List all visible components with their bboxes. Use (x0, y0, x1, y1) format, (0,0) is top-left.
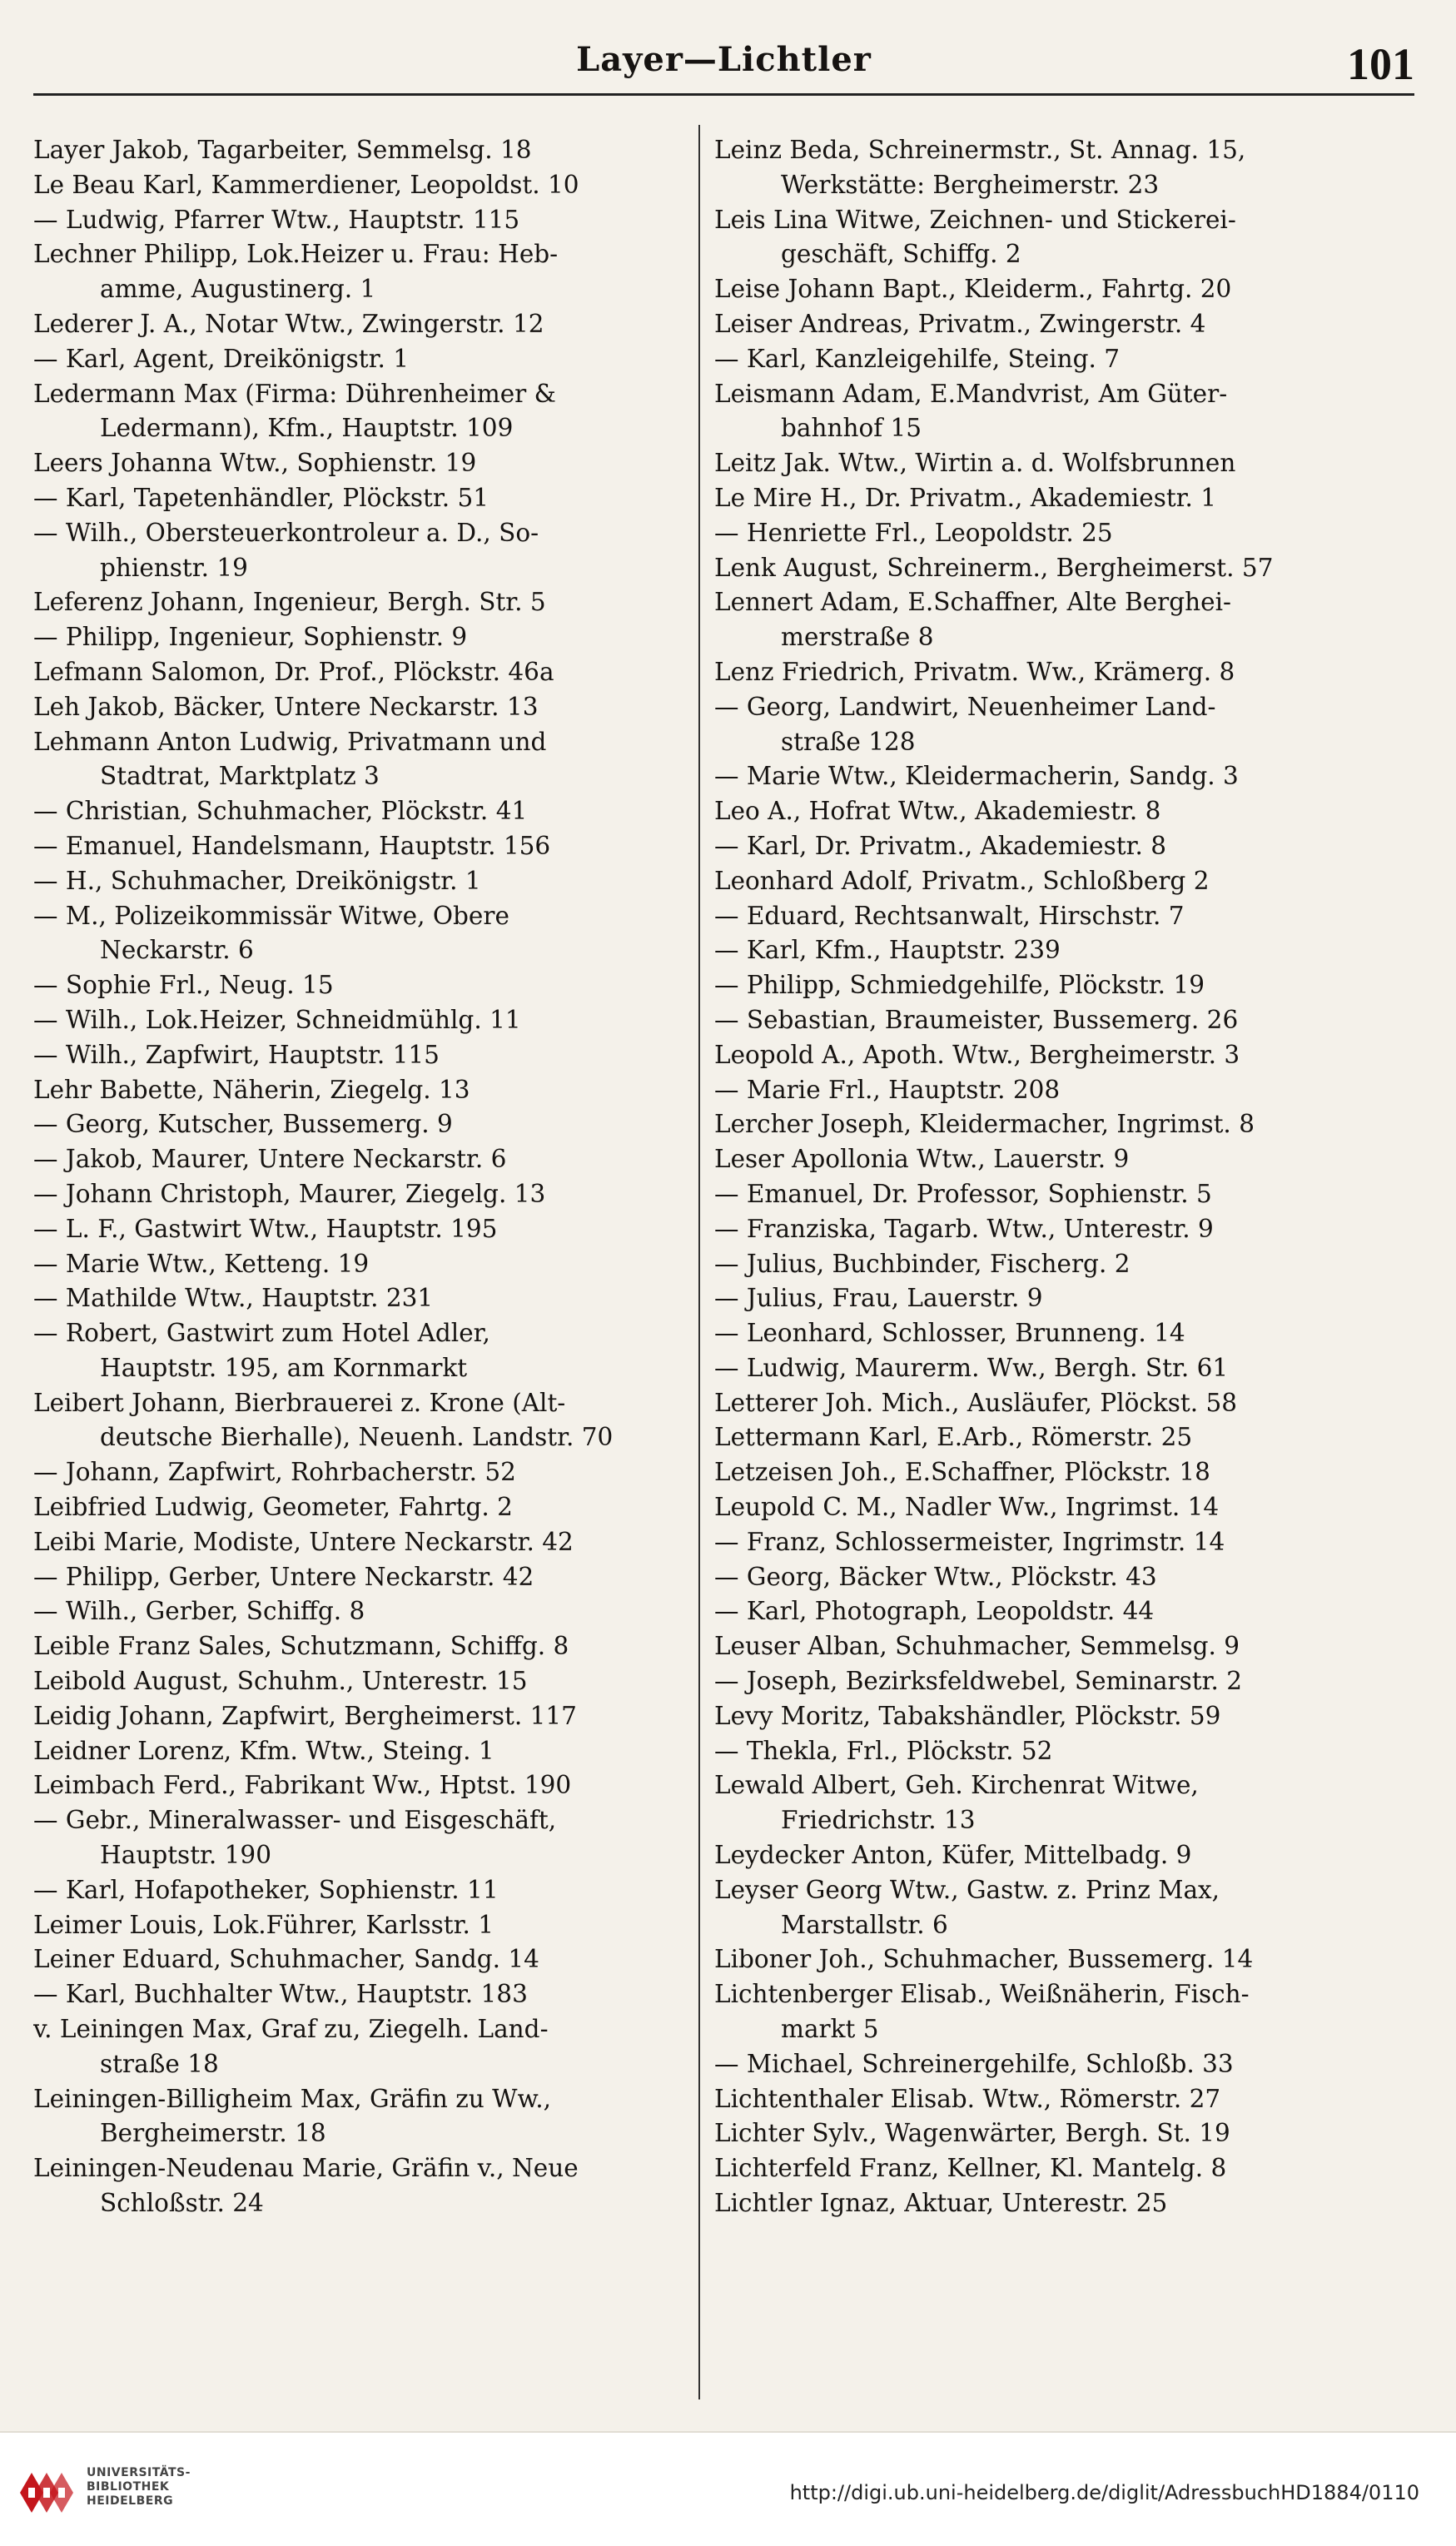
entry-continuation-line: merstraße 8 (781, 623, 934, 652)
directory-entry-line: Leuser Alban, Schuhmacher, Semmelsg. 9 (714, 1632, 1240, 1661)
directory-entry-line: — Wilh., Gerber, Schiffg. 8 (33, 1597, 365, 1626)
directory-entry-line: — Wilh., Lok.Heizer, Schneidmühlg. 11 (33, 1005, 521, 1034)
directory-entry-line: — Karl, Photograph, Leopoldstr. 44 (714, 1597, 1155, 1626)
directory-entry-line: Lichter Sylv., Wagenwärter, Bergh. St. 19 (714, 2119, 1230, 2148)
directory-entry-line: — Michael, Schreinergehilfe, Schloßb. 33 (714, 2049, 1234, 2078)
directory-entry-line: Letzeisen Joh., E.Schaffner, Plöckstr. 18 (714, 1458, 1210, 1487)
directory-entry-line: — Philipp, Schmiedgehilfe, Plöckstr. 19 (714, 971, 1205, 1000)
directory-entry-line: Lenz Friedrich, Privatm. Ww., Krämerg. 8 (714, 657, 1235, 686)
directory-entry-line: — Julius, Frau, Lauerstr. 9 (714, 1284, 1043, 1313)
entry-continuation-line: deutsche Bierhalle), Neuenh. Landstr. 70 (100, 1423, 614, 1452)
entry-continuation-line: Marstallstr. 6 (781, 1910, 948, 1939)
entry-continuation-line: straße 18 (100, 2049, 219, 2078)
directory-entry-line: — H., Schuhmacher, Dreikönigstr. 1 (33, 866, 481, 895)
directory-entry-line: Ledermann Max (Firma: Dührenheimer & (33, 379, 556, 408)
directory-entry-line: — Ludwig, Pfarrer Wtw., Hauptstr. 115 (33, 205, 520, 234)
directory-entry-line: — Emanuel, Handelsmann, Hauptstr. 156 (33, 831, 551, 860)
directory-entry-line: Layer Jakob, Tagarbeiter, Semmelsg. 18 (33, 136, 532, 164)
directory-entry-line: Leyser Georg Wtw., Gastw. z. Prinz Max, (714, 1875, 1220, 1904)
directory-entry-line: Leibi Marie, Modiste, Untere Neckarstr. 42 (33, 1527, 574, 1556)
directory-entry-line: Leibert Johann, Bierbrauerei z. Krone (Alt- (33, 1388, 566, 1417)
directory-entry-line: Leinz Beda, Schreinermstr., St. Annag. 15, (714, 136, 1246, 164)
entry-continuation-line: Friedrichstr. 13 (781, 1806, 976, 1835)
directory-entry-line: Leimbach Ferd., Fabrikant Ww., Hptst. 190 (33, 1771, 572, 1800)
directory-entry-line: — Emanuel, Dr. Professor, Sophienstr. 5 (714, 1179, 1212, 1208)
directory-entry-line: — Mathilde Wtw., Hauptstr. 231 (33, 1284, 434, 1313)
page-header (33, 23, 1414, 90)
directory-entry-line: Leser Apollonia Wtw., Lauerstr. 9 (714, 1145, 1130, 1174)
directory-entry-line: Lehmann Anton Ludwig, Privatmann und (33, 727, 547, 756)
directory-entry-line: — Franz, Schlossermeister, Ingrimstr. 14 (714, 1527, 1225, 1556)
directory-entry-line: Leismann Adam, E.Mandvrist, Am Güter- (714, 379, 1228, 408)
directory-entry-line: Lechner Philipp, Lok.Heizer u. Frau: Heb- (33, 240, 559, 269)
directory-entry-line: — Eduard, Rechtsanwalt, Hirschstr. 7 (714, 901, 1185, 930)
library-name (87, 2466, 191, 2509)
header-rule (33, 93, 1414, 96)
directory-entry-line: — M., Polizeikommissär Witwe, Obere (33, 901, 509, 930)
directory-entry-line: — Johann Christoph, Maurer, Ziegelg. 13 (33, 1179, 546, 1208)
running-title: Layer—Lichtler (576, 40, 872, 79)
directory-entry-line: Levy Moritz, Tabakshändler, Plöckstr. 59 (714, 1701, 1221, 1730)
entry-continuation-line: geschäft, Schiffg. 2 (781, 240, 1021, 269)
directory-entry-line: — Joseph, Bezirksfeldwebel, Seminarstr. 2 (714, 1667, 1243, 1696)
directory-entry-line: — Sebastian, Braumeister, Bussemerg. 26 (714, 1005, 1239, 1034)
directory-entry-line: Lenk August, Schreinerm., Bergheimerst. 57 (714, 553, 1274, 582)
directory-entry-line: Leh Jakob, Bäcker, Untere Neckarstr. 13 (33, 692, 539, 721)
page-number: 101 (1347, 39, 1414, 89)
entry-continuation-line: Hauptstr. 195, am Kornmarkt (100, 1353, 468, 1382)
entry-continuation-line: Stadtrat, Marktplatz 3 (100, 762, 380, 791)
directory-entry-line: — Philipp, Gerber, Untere Neckarstr. 42 (33, 1562, 534, 1591)
directory-entry-line: — Robert, Gastwirt zum Hotel Adler, (33, 1319, 490, 1348)
entry-continuation-line: amme, Augustinerg. 1 (100, 275, 376, 304)
directory-entry-line: Lichtenthaler Elisab. Wtw., Römerstr. 27 (714, 2084, 1221, 2113)
directory-entry-line: — Wilh., Obersteuerkontroleur a. D., So- (33, 518, 539, 547)
directory-entry-line: Lederer J. A., Notar Wtw., Zwingerstr. 12 (33, 309, 544, 338)
directory-entry-line: Leibold August, Schuhm., Unterestr. 15 (33, 1667, 528, 1696)
right-column (714, 133, 1409, 2221)
directory-entry-line: — Georg, Bäcker Wtw., Plöckstr. 43 (714, 1562, 1157, 1591)
directory-entry-line: — Karl, Kanzleigehilfe, Steing. 7 (714, 344, 1120, 373)
directory-entry-line: Leitz Jak. Wtw., Wirtin a. d. Wolfsbrunnen (714, 449, 1236, 478)
directory-entry-line: Lercher Joseph, Kleidermacher, Ingrimst. 8 (714, 1110, 1255, 1139)
directory-entry-line: Letterer Joh. Mich., Ausläufer, Plöckst. 58 (714, 1388, 1238, 1417)
directory-entry-line: Leible Franz Sales, Schutzmann, Schiffg. 8 (33, 1632, 569, 1661)
directory-entry-line: Leibfried Ludwig, Geometer, Fahrtg. 2 (33, 1493, 513, 1522)
directory-entry-line: Lennert Adam, E.Schaffner, Alte Berghei- (714, 588, 1232, 617)
directory-entry-line: Leiningen-Billigheim Max, Gräfin zu Ww., (33, 2084, 552, 2113)
directory-entry-line: Leo A., Hofrat Wtw., Akademiestr. 8 (714, 797, 1161, 826)
directory-entry-line: Leidner Lorenz, Kfm. Wtw., Steing. 1 (33, 1736, 494, 1765)
directory-entry-line: Leiser Andreas, Privatm., Zwingerstr. 4 (714, 309, 1206, 338)
directory-entry-line: — Leonhard, Schlosser, Brunneng. 14 (714, 1319, 1185, 1348)
library-name-line: UNIVERSITÄTS- (87, 2466, 191, 2479)
directory-entry-line: — Jakob, Maurer, Untere Neckarstr. 6 (33, 1145, 507, 1174)
library-name-line: HEIDELBERG (87, 2494, 174, 2508)
directory-entry-line: — Christian, Schuhmacher, Plöckstr. 41 (33, 797, 528, 826)
column-divider (698, 125, 700, 2399)
source-url-link[interactable]: http://digi.ub.uni-heidelberg.de/diglit/AdressbuchHD1884/0110 (789, 2481, 1419, 2504)
directory-entry-line: Leonhard Adolf, Privatm., Schloßberg 2 (714, 866, 1210, 895)
entry-continuation-line: Werkstätte: Bergheimerstr. 23 (781, 170, 1160, 199)
directory-entry-line: Leise Johann Bapt., Kleiderm., Fahrtg. 20 (714, 275, 1232, 304)
directory-entry-line: — Johann, Zapfwirt, Rohrbacherstr. 52 (33, 1458, 516, 1487)
directory-entry-line: — Thekla, Frl., Plöckstr. 52 (714, 1736, 1053, 1765)
directory-entry-line: v. Leiningen Max, Graf zu, Ziegelh. Land- (33, 2015, 549, 2044)
directory-entry-line: — Henriette Frl., Leopoldstr. 25 (714, 518, 1113, 547)
directory-entry-line: Leis Lina Witwe, Zeichnen- und Stickerei- (714, 205, 1236, 234)
directory-entry-line: — Gebr., Mineralwasser- und Eisgeschäft, (33, 1806, 557, 1835)
entry-continuation-line: Hauptstr. 190 (100, 1841, 271, 1870)
directory-entry-line: Liboner Joh., Schuhmacher, Bussemerg. 14 (714, 1945, 1254, 1974)
directory-entry-line: — Karl, Buchhalter Wtw., Hauptstr. 183 (33, 1980, 528, 2009)
directory-entry-line: Leiningen-Neudenau Marie, Gräfin v., Neue (33, 2154, 579, 2183)
directory-entry-line: — Karl, Kfm., Hauptstr. 239 (714, 936, 1061, 965)
directory-entry-line: — Karl, Agent, Dreikönigstr. 1 (33, 344, 410, 373)
directory-entry-line: — Ludwig, Maurerm. Ww., Bergh. Str. 61 (714, 1353, 1229, 1382)
entry-continuation-line: phienstr. 19 (100, 553, 248, 582)
directory-entry-line: Lefmann Salomon, Dr. Prof., Plöckstr. 46a (33, 657, 554, 686)
directory-entry-line: — Marie Wtw., Kleidermacherin, Sandg. 3 (714, 762, 1239, 791)
directory-entry-line: Le Mire H., Dr. Privatm., Akademiestr. 1 (714, 483, 1217, 512)
directory-entry-line: — Georg, Landwirt, Neuenheimer Land- (714, 692, 1216, 721)
directory-entry-line: Lichtler Ignaz, Aktuar, Unterestr. 25 (714, 2189, 1168, 2218)
entry-continuation-line: bahnhof 15 (781, 414, 922, 443)
directory-entry-line: Lettermann Karl, E.Arb., Römerstr. 25 (714, 1423, 1193, 1452)
entry-continuation-line: Ledermann), Kfm., Hauptstr. 109 (100, 414, 514, 443)
directory-entry-line: — Wilh., Zapfwirt, Hauptstr. 115 (33, 1040, 440, 1069)
entry-continuation-line: Schloßstr. 24 (100, 2189, 264, 2218)
directory-entry-line: Leopold A., Apoth. Wtw., Bergheimerstr. 3 (714, 1040, 1240, 1069)
footer-bar (0, 2431, 1456, 2546)
directory-entry-line: Lehr Babette, Näherin, Ziegelg. 13 (33, 1075, 470, 1104)
directory-entry-line: — Karl, Hofapotheker, Sophienstr. 11 (33, 1875, 499, 1904)
directory-entry-line: — Georg, Kutscher, Bussemerg. 9 (33, 1110, 453, 1139)
directory-entry-line: — Philipp, Ingenieur, Sophienstr. 9 (33, 623, 468, 652)
directory-entry-line: Leupold C. M., Nadler Ww., Ingrimst. 14 (714, 1493, 1220, 1522)
directory-entry-line: Lichtenberger Elisab., Weißnäherin, Fisch- (714, 1980, 1250, 2009)
directory-entry-line: — Marie Frl., Hauptstr. 208 (714, 1075, 1061, 1104)
library-name-line: BIBLIOTHEK (87, 2480, 170, 2494)
directory-entry-line: Leiner Eduard, Schuhmacher, Sandg. 14 (33, 1945, 539, 1974)
directory-entry-line: — Julius, Buchbinder, Fischerg. 2 (714, 1249, 1131, 1278)
entry-continuation-line: Bergheimerstr. 18 (100, 2119, 326, 2148)
directory-entry-line: — Sophie Frl., Neug. 15 (33, 971, 334, 1000)
directory-entry-line: Lewald Albert, Geh. Kirchenrat Witwe, (714, 1771, 1199, 1800)
directory-entry-line: Leidig Johann, Zapfwirt, Bergheimerst. 117 (33, 1701, 577, 1730)
directory-entry-line: — Marie Wtw., Ketteng. 19 (33, 1249, 370, 1278)
directory-entry-line: Lichterfeld Franz, Kellner, Kl. Mantelg. 8 (714, 2154, 1227, 2183)
university-library-logo-icon[interactable] (17, 2468, 78, 2518)
directory-entry-line: Le Beau Karl, Kammerdiener, Leopoldst. 10 (33, 170, 579, 199)
directory-entry-line: Leferenz Johann, Ingenieur, Bergh. Str. 5 (33, 588, 546, 617)
directory-entry-line: — L. F., Gastwirt Wtw., Hauptstr. 195 (33, 1214, 498, 1243)
directory-entry-line: — Franziska, Tagarb. Wtw., Unterestr. 9 (714, 1214, 1214, 1243)
left-column (33, 133, 698, 2221)
directory-entry-line: — Karl, Tapetenhändler, Plöckstr. 51 (33, 483, 489, 512)
directory-entry-line: Leimer Louis, Lok.Führer, Karlsstr. 1 (33, 1910, 494, 1939)
directory-entry-line: Leydecker Anton, Küfer, Mittelbadg. 9 (714, 1841, 1192, 1870)
entry-continuation-line: straße 128 (781, 727, 916, 756)
directory-entry-line: — Karl, Dr. Privatm., Akademiestr. 8 (714, 831, 1167, 860)
directory-entry-line: Leers Johanna Wtw., Sophienstr. 19 (33, 449, 477, 478)
entry-continuation-line: markt 5 (781, 2015, 879, 2044)
entry-continuation-line: Neckarstr. 6 (100, 936, 254, 965)
